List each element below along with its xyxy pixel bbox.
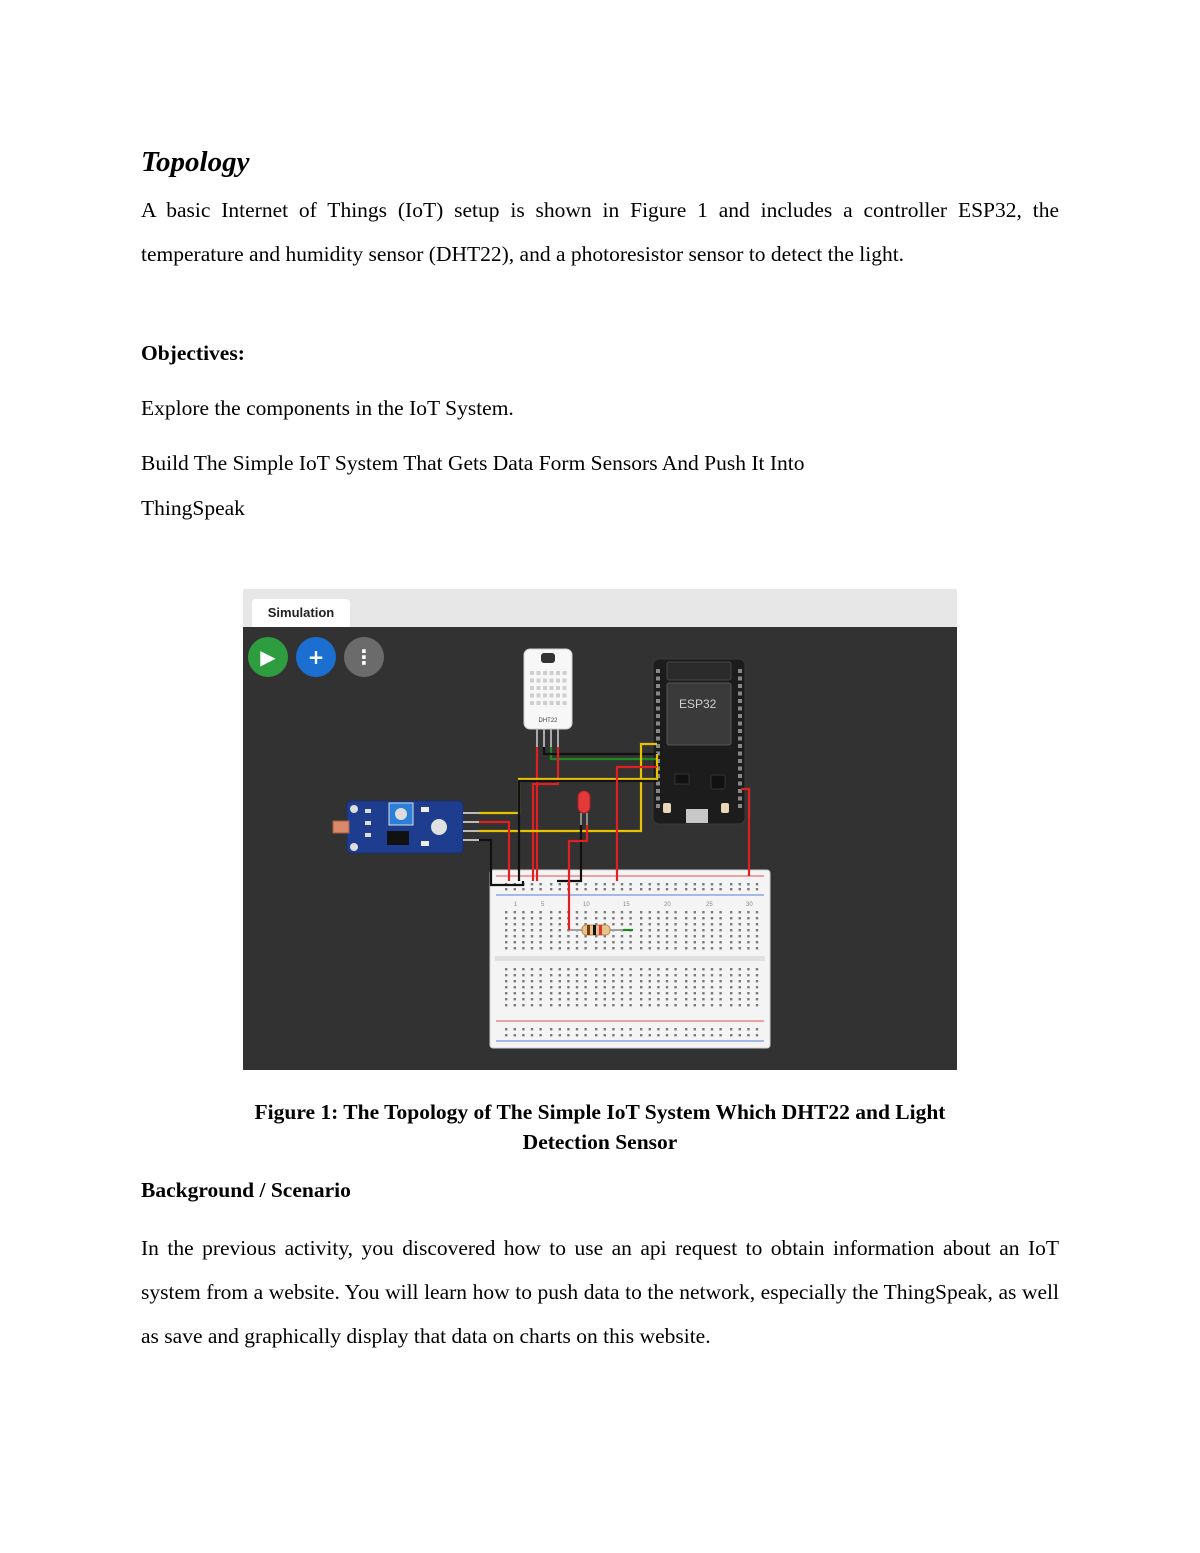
play-icon: ▶ xyxy=(260,645,276,669)
simulation-figure xyxy=(243,589,957,1070)
background-heading: Background / Scenario xyxy=(141,1178,351,1202)
bb-col-1: 1 xyxy=(514,902,518,908)
objectives-heading: Objectives: xyxy=(141,341,245,365)
led-red[interactable] xyxy=(578,791,590,825)
bb-col-20: 20 xyxy=(664,902,671,908)
esp32-board[interactable] xyxy=(653,659,745,824)
bb-col-5: 5 xyxy=(541,902,545,908)
kebab-menu-icon: ⋮ xyxy=(354,645,374,669)
objective-item-2-line-2: ThingSpeak xyxy=(141,496,245,520)
breadboard[interactable] xyxy=(490,870,770,1048)
figure-caption-line-2: Detection Sensor xyxy=(522,1130,678,1154)
objective-item-1: Explore the components in the IoT System. xyxy=(141,396,514,420)
figure-caption xyxy=(141,1097,1059,1157)
topology-intro: A basic Internet of Things (IoT) setup is shown in Figure 1 and includes a controller ESP32, the temperature and humidity sensor (DHT22), and a photoresistor sensor to detect the light. xyxy=(141,198,1059,266)
bb-col-10: 10 xyxy=(583,902,590,908)
dht22-sensor[interactable] xyxy=(524,649,572,747)
bb-col-15: 15 xyxy=(623,902,630,908)
background-body: In the previous activity, you discovered how to use an api request to obtain information about an IoT system from a website. You will learn how to push data to the network, especially the ThingSpeak, as well as save and graphically display that data on charts on this website. xyxy=(141,1236,1059,1348)
plus-icon: + xyxy=(307,645,325,669)
wire-yellow-1 xyxy=(479,754,657,813)
photoresistor-module[interactable] xyxy=(333,801,479,853)
figure-caption-line-1: Figure 1: The Topology of The Simple IoT System Which DHT22 and Light xyxy=(254,1100,946,1124)
tab-simulation[interactable]: Simulation xyxy=(252,599,350,627)
objective-item-2-line-1: Build The Simple IoT System That Gets Data Form Sensors And Push It Into xyxy=(141,451,805,475)
esp32-label: ESP32 xyxy=(679,697,717,711)
dht22-label: DHT22 xyxy=(538,718,558,724)
wire-yellow-2 xyxy=(479,744,657,831)
bb-col-25: 25 xyxy=(706,902,713,908)
circuit-diagram xyxy=(243,589,957,1070)
wire-red-esp xyxy=(617,767,657,881)
bb-col-30: 30 xyxy=(746,902,753,908)
topology-heading: Topology xyxy=(141,146,250,178)
